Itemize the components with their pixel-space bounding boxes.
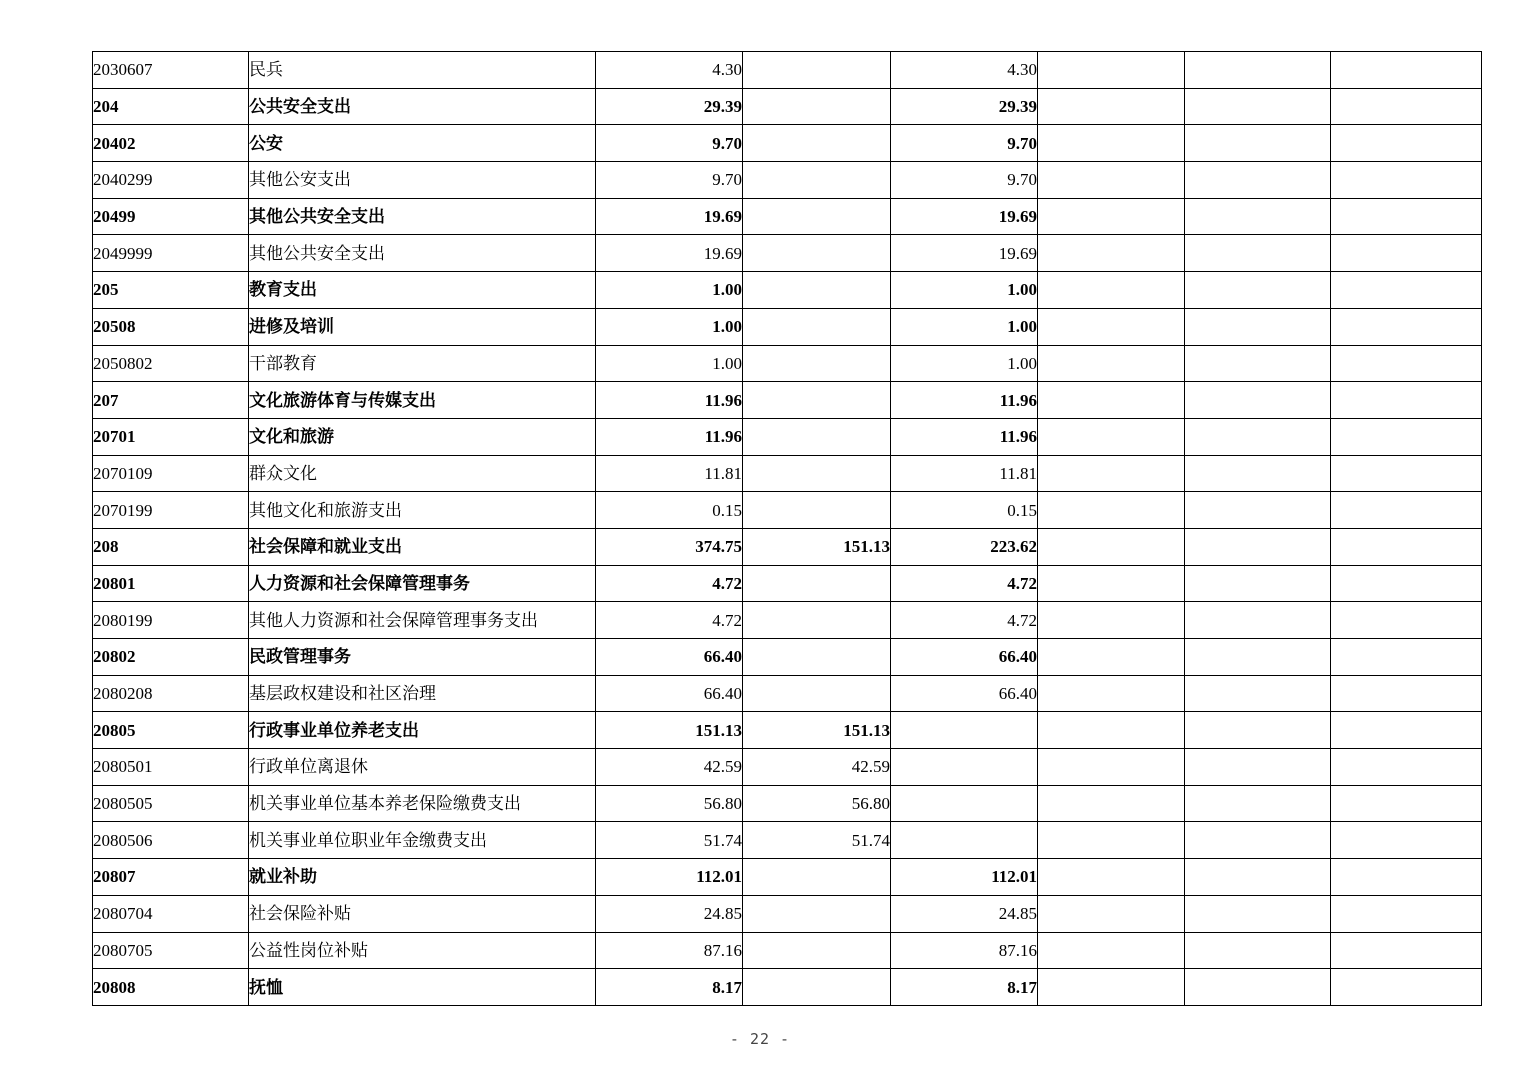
cell-project-expenditure: 1.00 (891, 272, 1038, 309)
table-row (93, 418, 1482, 455)
cell-subject-code: 204 (93, 88, 249, 125)
cell-basic-expenditure (743, 345, 891, 382)
cell-basic-expenditure (743, 235, 891, 272)
cell-total: 19.69 (596, 198, 743, 235)
table-row (93, 382, 1482, 419)
cell-subject-code: 20701 (93, 418, 249, 455)
page-number: - 22 - (729, 1030, 791, 1048)
cell-empty (1185, 712, 1331, 749)
cell-project-expenditure: 29.39 (891, 88, 1038, 125)
cell-basic-expenditure (743, 492, 891, 529)
cell-project-expenditure: 223.62 (891, 528, 1038, 565)
cell-empty (1038, 639, 1185, 676)
cell-empty (1185, 272, 1331, 309)
cell-subject-name: 其他文化和旅游支出 (249, 492, 596, 529)
cell-total: 4.30 (596, 52, 743, 89)
cell-total: 1.00 (596, 345, 743, 382)
cell-total: 151.13 (596, 712, 743, 749)
cell-subject-name: 干部教育 (249, 345, 596, 382)
cell-subject-name: 文化和旅游 (249, 418, 596, 455)
table-row (93, 455, 1482, 492)
cell-subject-name: 民政管理事务 (249, 639, 596, 676)
cell-basic-expenditure: 42.59 (743, 749, 891, 786)
cell-empty (1038, 125, 1185, 162)
cell-basic-expenditure (743, 639, 891, 676)
cell-subject-name: 行政事业单位养老支出 (249, 712, 596, 749)
cell-basic-expenditure (743, 382, 891, 419)
cell-empty (1185, 455, 1331, 492)
cell-total: 11.96 (596, 418, 743, 455)
cell-empty (1331, 822, 1482, 859)
cell-empty (1331, 418, 1482, 455)
cell-total: 19.69 (596, 235, 743, 272)
cell-subject-code: 2070199 (93, 492, 249, 529)
cell-empty (1185, 675, 1331, 712)
cell-total: 42.59 (596, 749, 743, 786)
cell-empty (1038, 749, 1185, 786)
table-row (93, 675, 1482, 712)
cell-basic-expenditure: 51.74 (743, 822, 891, 859)
cell-project-expenditure: 1.00 (891, 345, 1038, 382)
cell-empty (1185, 198, 1331, 235)
cell-subject-name: 其他人力资源和社会保障管理事务支出 (249, 602, 596, 639)
cell-empty (1038, 235, 1185, 272)
cell-empty (1331, 639, 1482, 676)
table-row (93, 272, 1482, 309)
cell-subject-name: 教育支出 (249, 272, 596, 309)
cell-basic-expenditure (743, 88, 891, 125)
cell-empty (1331, 492, 1482, 529)
cell-empty (1331, 125, 1482, 162)
cell-empty (1038, 418, 1185, 455)
cell-empty (1331, 675, 1482, 712)
cell-total: 66.40 (596, 639, 743, 676)
cell-total: 11.81 (596, 455, 743, 492)
table-row (93, 52, 1482, 89)
cell-total: 29.39 (596, 88, 743, 125)
cell-subject-name: 人力资源和社会保障管理事务 (249, 565, 596, 602)
cell-subject-name: 就业补助 (249, 859, 596, 896)
cell-subject-code: 2070109 (93, 455, 249, 492)
cell-empty (1038, 859, 1185, 896)
cell-basic-expenditure (743, 932, 891, 969)
cell-empty (1185, 308, 1331, 345)
cell-empty (1331, 969, 1482, 1006)
cell-empty (1038, 969, 1185, 1006)
cell-subject-name: 其他公共安全支出 (249, 198, 596, 235)
cell-subject-code: 2080199 (93, 602, 249, 639)
cell-project-expenditure: 11.96 (891, 418, 1038, 455)
cell-empty (1331, 308, 1482, 345)
cell-basic-expenditure: 151.13 (743, 712, 891, 749)
cell-total: 56.80 (596, 785, 743, 822)
cell-empty (1331, 712, 1482, 749)
cell-total: 1.00 (596, 272, 743, 309)
cell-empty (1331, 88, 1482, 125)
cell-basic-expenditure (743, 308, 891, 345)
cell-project-expenditure: 11.96 (891, 382, 1038, 419)
cell-total: 4.72 (596, 565, 743, 602)
cell-subject-code: 20499 (93, 198, 249, 235)
cell-empty (1038, 675, 1185, 712)
cell-empty (1185, 235, 1331, 272)
cell-basic-expenditure (743, 418, 891, 455)
cell-empty (1185, 822, 1331, 859)
cell-empty (1038, 492, 1185, 529)
table-row (93, 235, 1482, 272)
cell-subject-name: 行政单位离退休 (249, 749, 596, 786)
cell-total: 4.72 (596, 602, 743, 639)
cell-empty (1038, 455, 1185, 492)
cell-subject-name: 民兵 (249, 52, 596, 89)
cell-total: 51.74 (596, 822, 743, 859)
cell-empty (1331, 198, 1482, 235)
cell-empty (1185, 382, 1331, 419)
cell-subject-name: 公益性岗位补贴 (249, 932, 596, 969)
cell-subject-name: 进修及培训 (249, 308, 596, 345)
cell-project-expenditure: 4.30 (891, 52, 1038, 89)
cell-subject-code: 2080505 (93, 785, 249, 822)
cell-project-expenditure: 66.40 (891, 675, 1038, 712)
cell-total: 24.85 (596, 895, 743, 932)
cell-subject-code: 20805 (93, 712, 249, 749)
cell-project-expenditure: 1.00 (891, 308, 1038, 345)
cell-project-expenditure: 4.72 (891, 602, 1038, 639)
table-row (93, 492, 1482, 529)
cell-project-expenditure (891, 785, 1038, 822)
cell-subject-code: 20802 (93, 639, 249, 676)
cell-basic-expenditure (743, 198, 891, 235)
cell-subject-code: 20801 (93, 565, 249, 602)
table-row (93, 308, 1482, 345)
cell-subject-name: 抚恤 (249, 969, 596, 1006)
table-row (93, 749, 1482, 786)
cell-subject-code: 20402 (93, 125, 249, 162)
cell-subject-code: 208 (93, 528, 249, 565)
cell-empty (1038, 88, 1185, 125)
cell-basic-expenditure (743, 125, 891, 162)
cell-empty (1331, 785, 1482, 822)
table-row (93, 88, 1482, 125)
cell-subject-name: 公安 (249, 125, 596, 162)
table-row (93, 785, 1482, 822)
cell-empty (1331, 749, 1482, 786)
cell-empty (1038, 528, 1185, 565)
cell-empty (1331, 272, 1482, 309)
cell-basic-expenditure (743, 162, 891, 199)
cell-empty (1331, 52, 1482, 89)
cell-project-expenditure: 24.85 (891, 895, 1038, 932)
table-row (93, 822, 1482, 859)
cell-empty (1185, 125, 1331, 162)
cell-basic-expenditure (743, 565, 891, 602)
cell-empty (1038, 308, 1185, 345)
cell-empty (1331, 895, 1482, 932)
cell-project-expenditure: 112.01 (891, 859, 1038, 896)
cell-empty (1331, 382, 1482, 419)
cell-subject-code: 2050802 (93, 345, 249, 382)
cell-subject-name: 社会保险补贴 (249, 895, 596, 932)
cell-empty (1185, 859, 1331, 896)
cell-total: 9.70 (596, 125, 743, 162)
cell-total: 9.70 (596, 162, 743, 199)
budget-expenditure-table (92, 51, 1482, 1006)
cell-basic-expenditure: 56.80 (743, 785, 891, 822)
cell-subject-name: 机关事业单位基本养老保险缴费支出 (249, 785, 596, 822)
cell-empty (1185, 345, 1331, 382)
cell-subject-code: 2080705 (93, 932, 249, 969)
cell-subject-code: 20807 (93, 859, 249, 896)
cell-empty (1331, 162, 1482, 199)
cell-total: 112.01 (596, 859, 743, 896)
cell-total: 374.75 (596, 528, 743, 565)
cell-empty (1331, 565, 1482, 602)
cell-empty (1038, 345, 1185, 382)
cell-subject-code: 207 (93, 382, 249, 419)
cell-project-expenditure: 87.16 (891, 932, 1038, 969)
table-row (93, 859, 1482, 896)
cell-empty (1185, 785, 1331, 822)
cell-project-expenditure: 11.81 (891, 455, 1038, 492)
cell-total: 8.17 (596, 969, 743, 1006)
cell-subject-name: 基层政权建设和社区治理 (249, 675, 596, 712)
cell-empty (1038, 602, 1185, 639)
cell-basic-expenditure (743, 969, 891, 1006)
cell-subject-code: 2049999 (93, 235, 249, 272)
cell-empty (1038, 382, 1185, 419)
cell-subject-name: 其他公共安全支出 (249, 235, 596, 272)
cell-empty (1331, 455, 1482, 492)
cell-subject-name: 公共安全支出 (249, 88, 596, 125)
cell-empty (1331, 859, 1482, 896)
cell-basic-expenditure (743, 859, 891, 896)
cell-empty (1185, 932, 1331, 969)
cell-total: 66.40 (596, 675, 743, 712)
cell-total: 11.96 (596, 382, 743, 419)
cell-basic-expenditure (743, 52, 891, 89)
cell-subject-code: 2080506 (93, 822, 249, 859)
cell-empty (1185, 162, 1331, 199)
table-row (93, 895, 1482, 932)
cell-empty (1038, 712, 1185, 749)
cell-subject-code: 2030607 (93, 52, 249, 89)
cell-total: 1.00 (596, 308, 743, 345)
cell-project-expenditure: 19.69 (891, 235, 1038, 272)
cell-empty (1185, 52, 1331, 89)
cell-project-expenditure: 4.72 (891, 565, 1038, 602)
cell-empty (1331, 602, 1482, 639)
cell-project-expenditure (891, 712, 1038, 749)
cell-empty (1038, 565, 1185, 602)
cell-subject-code: 2080704 (93, 895, 249, 932)
cell-empty (1331, 345, 1482, 382)
cell-empty (1038, 52, 1185, 89)
cell-project-expenditure: 9.70 (891, 125, 1038, 162)
cell-project-expenditure: 9.70 (891, 162, 1038, 199)
cell-basic-expenditure (743, 675, 891, 712)
cell-project-expenditure: 0.15 (891, 492, 1038, 529)
cell-empty (1185, 492, 1331, 529)
cell-subject-code: 2040299 (93, 162, 249, 199)
cell-basic-expenditure (743, 455, 891, 492)
table-row (93, 932, 1482, 969)
cell-basic-expenditure (743, 895, 891, 932)
cell-empty (1038, 785, 1185, 822)
cell-subject-name: 其他公安支出 (249, 162, 596, 199)
table-row (93, 969, 1482, 1006)
cell-project-expenditure: 19.69 (891, 198, 1038, 235)
cell-empty (1185, 88, 1331, 125)
cell-subject-name: 群众文化 (249, 455, 596, 492)
table-row (93, 712, 1482, 749)
cell-empty (1185, 969, 1331, 1006)
cell-subject-name: 机关事业单位职业年金缴费支出 (249, 822, 596, 859)
cell-empty (1038, 932, 1185, 969)
cell-subject-code: 20808 (93, 969, 249, 1006)
cell-empty (1038, 895, 1185, 932)
table-row (93, 162, 1482, 199)
table-body (93, 52, 1482, 1006)
cell-project-expenditure (891, 749, 1038, 786)
cell-empty (1185, 895, 1331, 932)
cell-empty (1185, 565, 1331, 602)
cell-basic-expenditure (743, 272, 891, 309)
table-row (93, 345, 1482, 382)
cell-total: 0.15 (596, 492, 743, 529)
cell-subject-code: 20508 (93, 308, 249, 345)
table-row (93, 602, 1482, 639)
table-row (93, 528, 1482, 565)
cell-project-expenditure: 66.40 (891, 639, 1038, 676)
cell-basic-expenditure (743, 602, 891, 639)
cell-subject-code: 2080208 (93, 675, 249, 712)
cell-empty (1038, 272, 1185, 309)
cell-project-expenditure: 8.17 (891, 969, 1038, 1006)
cell-empty (1185, 749, 1331, 786)
table-row (93, 565, 1482, 602)
cell-subject-name: 文化旅游体育与传媒支出 (249, 382, 596, 419)
cell-empty (1185, 528, 1331, 565)
cell-empty (1331, 932, 1482, 969)
cell-empty (1331, 235, 1482, 272)
cell-subject-name: 社会保障和就业支出 (249, 528, 596, 565)
cell-empty (1185, 418, 1331, 455)
cell-project-expenditure (891, 822, 1038, 859)
cell-subject-code: 205 (93, 272, 249, 309)
cell-empty (1185, 602, 1331, 639)
cell-empty (1038, 822, 1185, 859)
cell-subject-code: 2080501 (93, 749, 249, 786)
table-row (93, 198, 1482, 235)
cell-empty (1331, 528, 1482, 565)
table-row (93, 125, 1482, 162)
table-row (93, 639, 1482, 676)
cell-basic-expenditure: 151.13 (743, 528, 891, 565)
cell-empty (1038, 162, 1185, 199)
cell-empty (1185, 639, 1331, 676)
cell-empty (1038, 198, 1185, 235)
cell-total: 87.16 (596, 932, 743, 969)
